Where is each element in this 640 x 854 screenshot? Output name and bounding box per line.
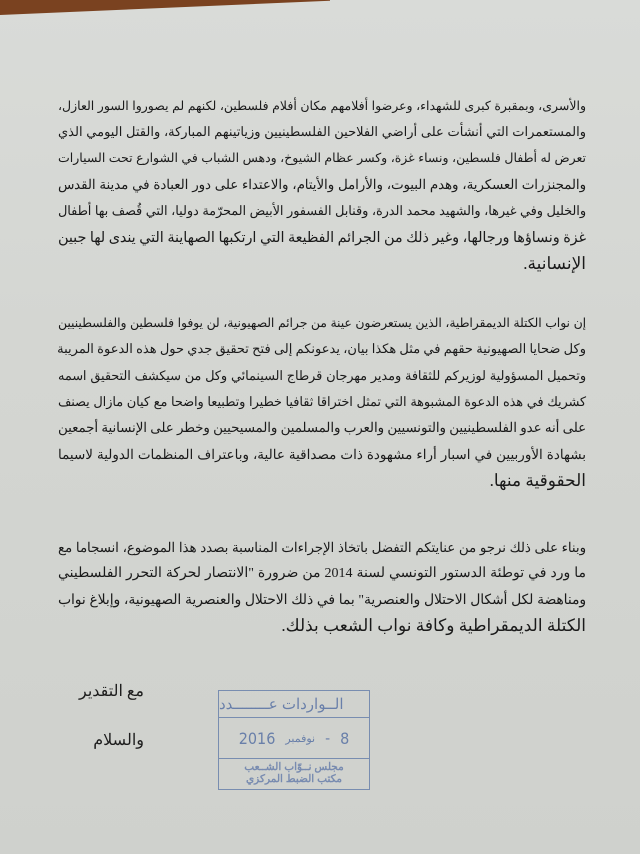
- text-line: وبناء على ذلك نرجو من عنايتكم التفضل باتخاذ الإجراءات المناسبة بصدد هذا الموضوع، انسجاما مع: [58, 540, 586, 555]
- text-line: غزة ونساؤها ورجالها، وغير ذلك من الجرائم الفظيعة التي ارتكبها الصهاينة التي يندى لها جبين: [58, 230, 586, 246]
- text-line: والمجنزرات العسكرية، وهدم البيوت، والأرامل والأيتام، والاعتداء على دور العبادة في مدينة القدس: [58, 177, 586, 192]
- stamp-date: [219, 718, 369, 759]
- stamp-org-line2: مكتب الضبط المركزي: [245, 773, 343, 785]
- text-line: إن نواب الكتلة الديمقراطية، الذين يستعرضون عينة من جرائم الصهيونية، لن يوفوا فلسطين والفلسطينيين: [58, 316, 586, 330]
- stamp-separator: -: [325, 729, 331, 747]
- closing-regards: مع التقدير: [78, 683, 144, 700]
- wooden-table-edge: [0, 0, 330, 15]
- text-line: الكتلة الديمقراطية وكافة نواب الشعب بذلك.: [281, 616, 586, 635]
- text-line: الحقوقية منها.: [489, 471, 586, 490]
- text-line: والأسرى، وبمقبرة كبرى للشهداء، وعرضوا أفلامهم مكان أفلام فلسطين، لكنهم لم يصوروا السور العازل،: [58, 99, 586, 113]
- text-line: والخليل وفي غيرها، والشهيد محمد الدرة، وقنابل الفسفور الأبيض المحرّمة دوليا، التي قُصف بها أطفال: [58, 204, 586, 218]
- stamp-header: الــواردات عــــــــدد: [219, 691, 369, 718]
- text-line: وتحميل المسؤولية لوزيركم للثقافة ومدير مهرجان قرطاج السينمائي وكل من سيكشف التحقيق اسمه: [58, 369, 586, 383]
- stamp-day: 8: [340, 728, 350, 748]
- stamp-organization: [219, 759, 369, 789]
- text-line: بشهادة الأوربيين في اسبار أراء مشهودة ذات مصداقية عالية، وباعتراف المنظمات الدولية لاسيما: [58, 447, 586, 462]
- closing-salutation: والسلام: [93, 732, 144, 749]
- text-line: وكل ضحايا الصهيونية حقهم في مثل هكذا بيان، يدعونكم إلى فتح تحقيق جدي حول هذه الدعوة المريبة: [57, 341, 586, 356]
- text-line: والمستعمرات التي أنشأت على أراضي الفلاحين الفلسطينيين وزياتينهم المباركة، والقتل اليومي الذي: [58, 124, 586, 139]
- text-line: تعرض له أطفال فلسطين، ونساء غزة، وكسر عظام الشيوخ، ودهس الشباب في الشوارع تحت السيارات: [58, 151, 586, 165]
- stamp-org-line1: مجلس نــوّاب الشــعب: [244, 761, 344, 773]
- text-line: كشريك في هذه الدعوة المشبوهة التي تمثل اختراقا ثقافيا خطيرا وتطبيعا واضحا مع كيان مازال يصنف: [58, 395, 586, 409]
- text-line: ومناهضة لكل أشكال الاحتلال والعنصرية" بما في ذلك الاحتلال والعنصرية الصهيونية، وإبلاغ نواب: [58, 592, 586, 607]
- text-line: الإنسانية.: [523, 254, 586, 273]
- stamp-year: 2016: [238, 728, 276, 748]
- stamp-month: نوفمبر: [285, 732, 316, 745]
- received-stamp: [218, 690, 370, 790]
- text-line: على أنه عدو الفلسطينيين والتونسيين والعرب والمسلمين والمسيحيين وخطر على الإنسانية أجمعين: [58, 420, 586, 435]
- text-line: ما ورد في توطئة الدستور التونسي لسنة 2014 من ضرورة "الانتصار لحركة التحرر الفلسطيني: [58, 566, 586, 581]
